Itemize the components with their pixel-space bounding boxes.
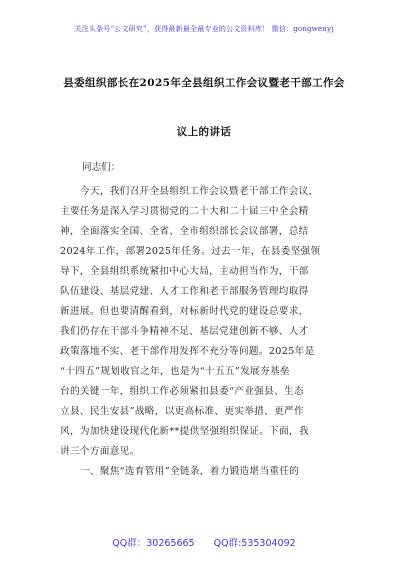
- body-line: 讲三个方面意见。: [60, 446, 140, 457]
- body-line: 今天，我们召开全县组织工作会议暨老干部工作会议，: [60, 186, 319, 197]
- body-line: 队伍建设、基层党建、人才工作和老干部服务管理均取得: [60, 286, 309, 297]
- body-line: 导下，全县组织系统紧扣中心大局，主动担当作为，干部: [60, 266, 309, 277]
- salutation: 同志们：: [82, 162, 121, 173]
- section-heading: 一、聚焦“选育管用”全链条，着力锻造堪当重任的: [60, 466, 300, 477]
- body-line: 新进展。但也要清醒看到，对标新时代党的建设总要求，: [60, 306, 309, 317]
- footer-qq-group-2: QQ群:535304092: [213, 538, 296, 549]
- footer-qq-group-1: QQ群：30265665: [112, 538, 195, 549]
- body-line: 台的关键一年，组织工作必须紧扣县委“产业强县、生态: [60, 386, 304, 397]
- body-line: 政策落地不实、老干部作用发挥不充分等问题。2025年是: [60, 346, 315, 357]
- body-line: “十四五”规划收官之年，也是为“十五五”发展夯基垒: [60, 366, 290, 377]
- body-line: 主要任务是深入学习贯彻党的二十大和二十届三中全会精: [60, 206, 309, 217]
- document-title-line-1: 县委组织部长在2025年全县组织工作会议暨老干部工作会: [63, 77, 345, 89]
- document-title-line-2: 议上的讲话: [176, 126, 232, 138]
- body-paragraph: [60, 182, 360, 482]
- footer: [0, 535, 408, 549]
- body-line: 我们仍存在干部斗争精神不足、基层党建创新不够、人才: [60, 326, 309, 337]
- header-banner: 关注头条号“公文研究”，获得最新最全最专业的公文资料库！ 微信：gongwenyj: [74, 25, 334, 33]
- body-line: 2024年工作，部署2025年任务。过去一年，在县委坚强领: [60, 246, 321, 257]
- body-line: 神，全面落实全国、全省、全市组织部长会议部署，总结: [60, 226, 309, 237]
- body-line: 立县、民生安县”战略，以更高标准、更实举措、更严作: [60, 406, 304, 417]
- body-line: 风，为加快建设现代化新**提供坚强组织保证。下面，我: [60, 426, 309, 437]
